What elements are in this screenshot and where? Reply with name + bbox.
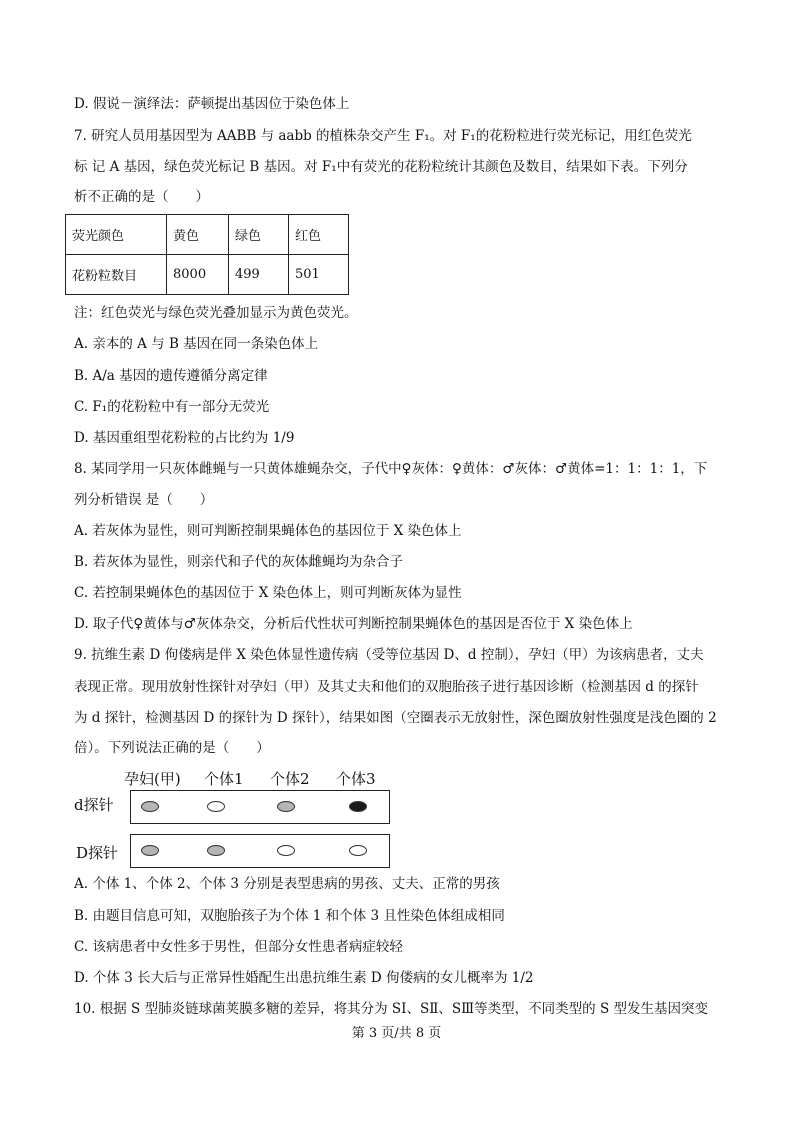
D-dot-individual-1 (207, 845, 225, 856)
q9-stem-line-2: 表现正常。现用放射性探针对孕妇（甲）及其丈夫和他们的双胞胎孩子进行基因诊断（检测基因 d 的探针 (74, 679, 699, 695)
q7-option-b: B. A/a 基因的遗传遵循分离定律 (74, 368, 268, 384)
fluorescence-table (65, 214, 349, 295)
table-cell: 红色 (289, 215, 349, 255)
q9-option-c: C. 该病患者中女性多于男性，但部分女性患者病症较轻 (74, 939, 403, 955)
row-label-D-probe: D探针 (76, 844, 119, 862)
q6-option-d: D. 假说－演绎法：萨顿提出基因位于染色体上 (74, 96, 350, 112)
d-dot-individual-3 (349, 801, 367, 812)
q10-stem: 10. 根据 S 型肺炎链球菌荚膜多糖的差异，将其分为 SⅠ、SⅡ、SⅢ等类型，不同类型的 S 型发生基因突变 (74, 1001, 708, 1017)
q7-stem-line-2: 标 记 A 基因，绿色荧光标记 B 基因。对 F₁中有荧光的花粉粒统计其颜色及数目，结果如下表。下列分 (74, 159, 688, 175)
q7-stem-line-1: 7. 研究人员用基因型为 AABB 与 aabb 的植株杂交产生 F₁。对 F₁的花粉粒进行荧光标记，用红色荧光 (74, 128, 692, 144)
table-cell: 501 (289, 255, 349, 295)
q7-option-c: C. F₁的花粉粒中有一部分无荧光 (74, 399, 270, 415)
q7-stem-line-3: 析不正确的是（ ） (74, 189, 209, 205)
q9-stem-line-3: 为 d 探针，检测基因 D 的探针为 D 探针），结果如图（空圈表示无放射性，深色圈放射性强度是浅色圈的 2 (74, 710, 717, 726)
q8-option-d: D. 取子代♀黄体与♂灰体杂交，分析后代性状可判断控制果蝇体色的基因是否位于 X 染色体上 (74, 616, 633, 632)
table-cell: 8000 (167, 255, 229, 295)
table-cell: 荧光颜色 (66, 215, 167, 255)
column-label-individual-1: 个体1 (204, 770, 244, 788)
q9-option-a: A. 个体 1、个体 2、个体 3 分别是表型患病的男孩、丈夫、正常的男孩 (74, 876, 500, 892)
q8-option-b: B. 若灰体为显性，则亲代和子代的灰体雌蝇均为杂合子 (74, 554, 404, 570)
q7-note: 注：红色荧光与绿色荧光叠加显示为黄色荧光。 (74, 305, 358, 321)
table-cell: 499 (229, 255, 289, 295)
page-footer: 第 3 页/共 8 页 (351, 1026, 442, 1041)
q8-stem-line-2: 列分析错误 是（ ） (74, 492, 214, 508)
table-cell: 绿色 (229, 215, 289, 255)
D-dot-individual-2 (277, 845, 295, 856)
q8-option-c: C. 若控制果蝇体色的基因位于 X 染色体上，则可判断灰体为显性 (74, 585, 462, 601)
column-label-individual-3: 个体3 (336, 770, 376, 788)
D-dot-individual-3 (349, 845, 367, 856)
q8-stem-line-1: 8. 某同学用一只灰体雌蝇与一只黄体雄蝇杂交，子代中♀灰体：♀黄体：♂灰体：♂黄体=1：1：1：1，下 (74, 461, 708, 477)
q8-option-a: A. 若灰体为显性，则可判断控制果蝇体色的基因位于 X 染色体上 (74, 523, 462, 539)
column-label-individual-2: 个体2 (270, 770, 310, 788)
q9-stem-line-4: 倍）。下列说法正确的是（ ） (74, 740, 270, 756)
table-cell: 黄色 (167, 215, 229, 255)
D-dot-pregnant (141, 845, 159, 856)
row-label-d-probe: d探针 (74, 796, 114, 814)
q9-option-d: D. 个体 3 长大后与正常异性婚配生出患抗维生素 D 佝偻病的女儿概率为 1/2 (74, 970, 534, 986)
table-row (66, 255, 349, 295)
q9-stem-line-1: 9. 抗维生素 D 佝偻病是伴 X 染色体显性遗传病（受等位基因 D、d 控制），孕妇（甲）为该病患者，丈夫 (74, 647, 704, 663)
probe-diagram (74, 768, 394, 868)
q7-option-d: D. 基因重组型花粉粒的占比约为 1/9 (74, 430, 295, 446)
q9-option-b: B. 由题目信息可知，双胞胎孩子为个体 1 和个体 3 且性染色体组成相同 (74, 908, 505, 924)
d-dot-pregnant (141, 801, 159, 812)
d-dot-individual-1 (207, 801, 225, 812)
table-cell: 花粉粒数目 (66, 255, 167, 295)
q7-option-a: A. 亲本的 A 与 B 基因在同一条染色体上 (74, 336, 319, 352)
column-label-pregnant: 孕妇(甲) (124, 770, 181, 788)
D-probe-strip (130, 834, 390, 868)
table-row (66, 215, 349, 255)
d-probe-strip (130, 790, 390, 824)
d-dot-individual-2 (277, 801, 295, 812)
